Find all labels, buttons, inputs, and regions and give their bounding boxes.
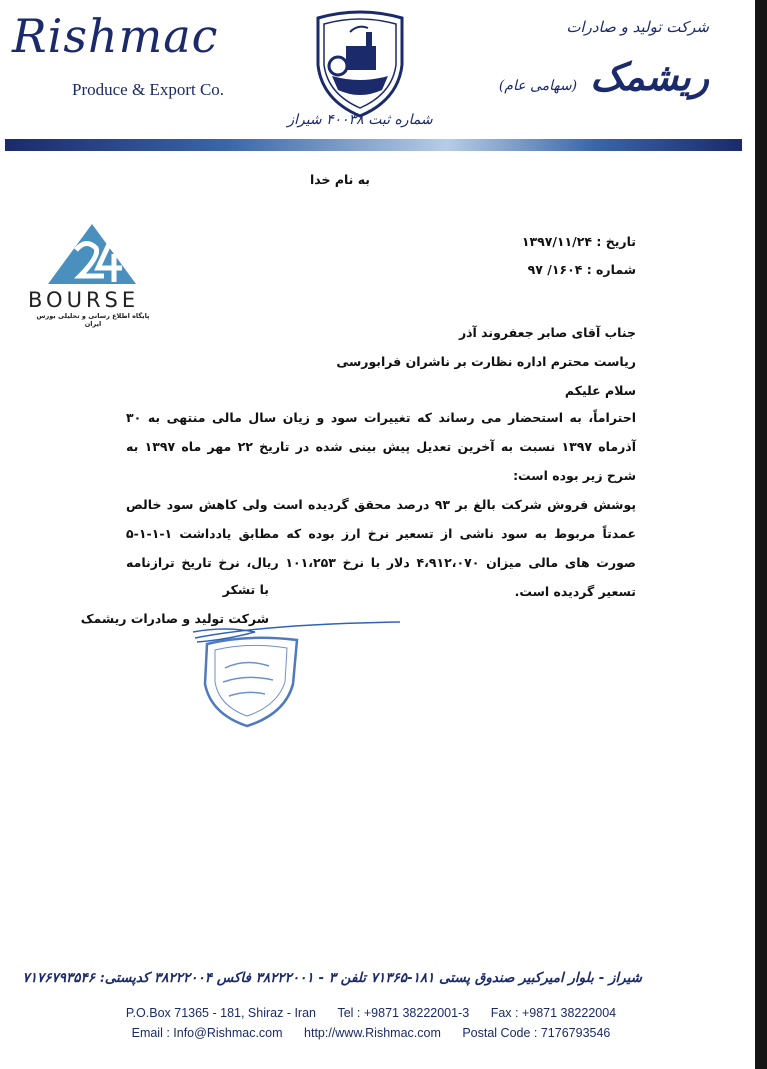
- bourse-wordmark: BOURSE: [28, 288, 140, 312]
- addressee-block: [336, 318, 636, 405]
- company-subtitle-en: Produce & Export Co.: [72, 80, 225, 99]
- letter-number: شماره : ۱۶۰۴/ ۹۷: [527, 262, 636, 277]
- signatory: شرکت تولید و صادرات ریشمک: [80, 611, 269, 626]
- header-divider-bar: [5, 139, 742, 151]
- logo-english: [12, 10, 232, 100]
- logo-persian: [489, 18, 709, 99]
- footer-contact-line-1: [110, 1006, 632, 1020]
- footer-po-box: P.O.Box 71365 - 181, Shiraz - Iran: [125, 1006, 316, 1020]
- company-crest-icon: [310, 10, 410, 120]
- greeting: سلام علیکم: [564, 383, 636, 398]
- signature-stamp-icon: [185, 618, 415, 733]
- company-type-fa: (سهامی عام): [498, 78, 578, 94]
- bourse-24-icon: [46, 222, 138, 286]
- footer-address-fa: شیراز - بلوار امیرکبیر صندوق پستی ۱۸۱-۷۱۳۶۵ تلفن ۳ - ۳۸۲۲۲۰۰۱ فاکس ۳۸۲۲۲۰۰۴ کدپستی: ۷۱۷۶۷۹۳۵۴۶: [22, 970, 642, 986]
- registration-number: شماره ثبت ۴۰۰۳۸ شیراز: [287, 112, 433, 128]
- brand-name-en: Rishmac: [12, 9, 219, 63]
- brand-name-fa: ریشمک: [590, 54, 709, 99]
- footer-contact-line-2: [110, 1026, 632, 1040]
- body-paragraph-2: پوشش فروش شرکت بالغ بر ۹۳ درصد محقق گردیده است ولی کاهش سود خالص عمدتاً مربوط به سود ناشی از تسعیر نرخ ارز بوده که مطابق یادداشت ۱-۱-۱-۵ صورت های مالی میزان ۴،۹۱۲،۰۷۰ دلار با نرخ ۱۰۱،۲۵۳ ریال، نرخ تاریخ ترازنامه تسعیر گردیده است.: [126, 497, 637, 599]
- page-edge: [755, 0, 767, 1069]
- bourse-logo: [28, 222, 163, 328]
- footer-email: Email : Info@Rishmac.com: [131, 1026, 283, 1040]
- letter-date: تاریخ : ۱۳۹۷/۱۱/۲۴: [521, 234, 636, 249]
- closing-thanks: با تشکر: [222, 582, 269, 597]
- basmala: به نام خدا: [309, 172, 370, 187]
- letter-meta: [522, 228, 636, 284]
- footer-tel: Tel : +9871 38222001-3: [337, 1006, 470, 1020]
- addressee-title: ریاست محترم اداره نظارت بر ناشران فرابورسی: [336, 354, 636, 369]
- footer-fax: Fax : +9871 38222004: [490, 1006, 617, 1020]
- company-name-fa: شرکت تولید و صادرات: [566, 18, 709, 36]
- addressee-name: جناب آقای صابر جعفروند آذر: [458, 325, 636, 340]
- body-paragraph-1: احتراماً، به استحضار می رساند که تغییرات سود و زیان سال مالی منتهی به ۳۰ آذرماه ۱۳۹۷ نسبت به آخرین تعدیل پیش بینی شده در تاریخ ۲۲ مهر ماه ۱۳۹۷ به شرح زیر بوده است:: [126, 410, 636, 483]
- footer-website: http://www.Rishmac.com: [304, 1026, 441, 1040]
- footer-postal-code: Postal Code : 7176793546: [462, 1026, 611, 1040]
- bourse-caption: پایگاه اطلاع رسانی و تحلیلی بورس ایران: [36, 312, 150, 328]
